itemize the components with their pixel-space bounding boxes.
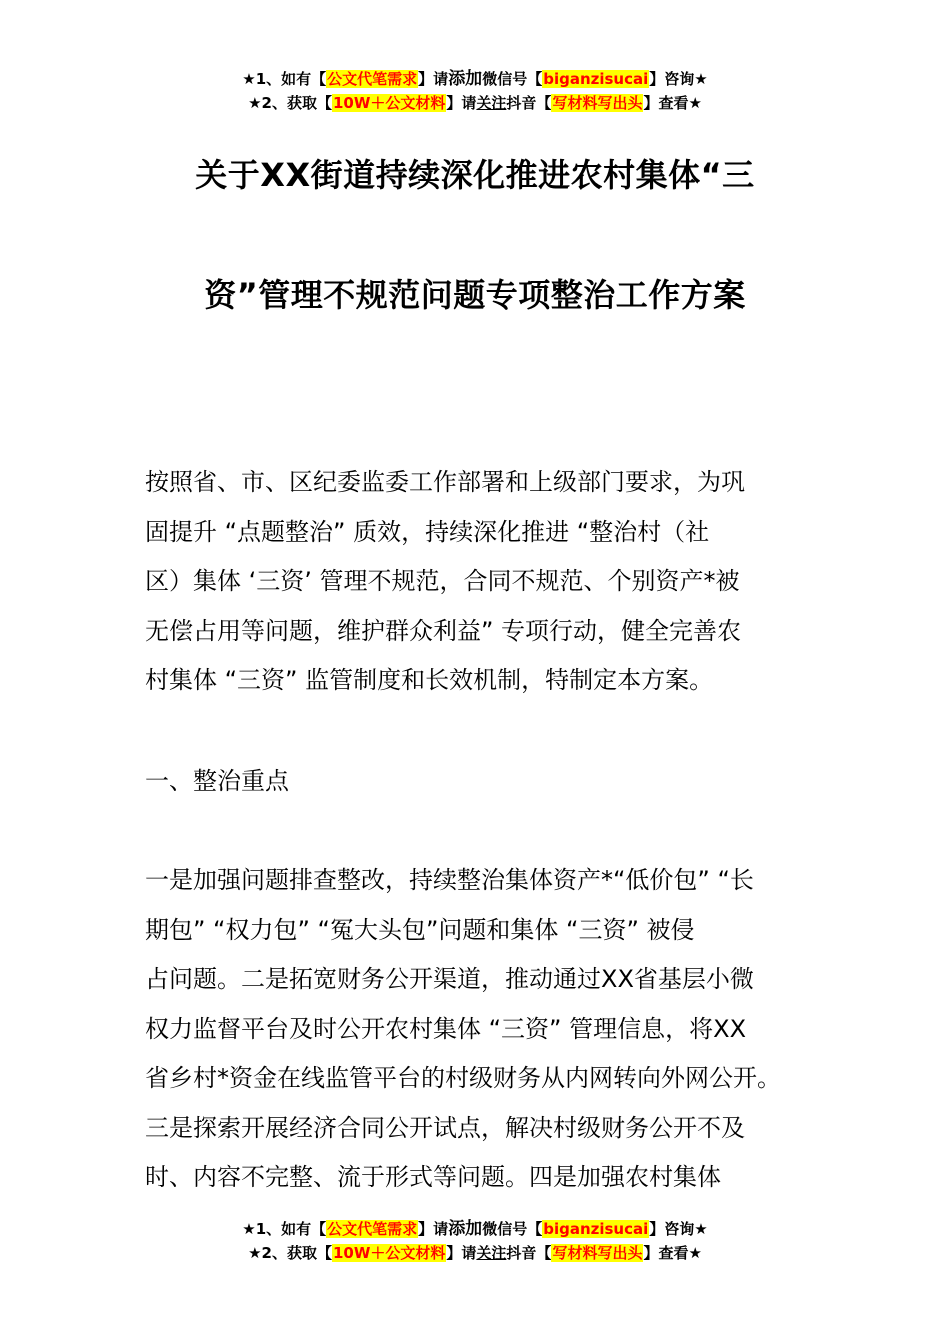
highlight-service: 公文代笔需求	[327, 70, 418, 88]
section-heading: 一、整治重点	[145, 767, 289, 795]
intro-paragraph	[145, 458, 815, 706]
highlight-materials: 10W＋公文材料	[332, 1244, 446, 1262]
banner-line-1: ★1、如有【公文代笔需求】请添加微信号【biganzisucai】咨询★	[242, 1219, 708, 1239]
text-line: 无偿占用等问题，维护群众利益” 专项行动，健全完善农	[145, 616, 742, 645]
banner-line-1: ★1、如有【公文代笔需求】请添加微信号【biganzisucai】咨询★	[242, 69, 708, 89]
text-line: 按照省、市、区纪委监委工作部署和上级部门要求，为巩	[145, 468, 745, 496]
banner-line-2: ★2、获取【10W＋公文材料】请关注抖音【写材料写出头】查看★	[248, 1244, 702, 1262]
text-line: 省乡村*资金在线监管平台的村级财务从内网转向外网公开。	[145, 1064, 781, 1092]
section-paragraph	[145, 856, 815, 1203]
text-line: 期包” “权力包” “冤大头包”问题和集体 “三资” 被侵	[145, 915, 695, 944]
header-banner	[0, 67, 950, 115]
document-title-line-2: 资”管理不规范问题专项整治工作方案	[204, 276, 746, 314]
text-line: 权力监督平台及时公开农村集体 “三资” 管理信息，将XX	[145, 1014, 747, 1043]
text-line: 区）集体 ‘三资’ 管理不规范，合同不规范、个别资产*被	[145, 567, 740, 595]
footer-banner	[0, 1217, 950, 1265]
text-line: 三是探索开展经济合同公开试点，解决村级财务公开不及	[145, 1113, 745, 1142]
text-line: 时、内容不完整、流于形式等问题。四是加强农村集体	[145, 1163, 721, 1191]
highlight-service: 公文代笔需求	[327, 1220, 418, 1238]
highlight-douyin: 写材料写出头	[552, 94, 643, 112]
highlight-douyin: 写材料写出头	[552, 1244, 643, 1262]
highlight-wechat-id: biganzisucai	[543, 1220, 649, 1238]
text-line: 村集体 “三资” 监管制度和长效机制，特制定本方案。	[145, 666, 714, 694]
highlight-materials: 10W＋公文材料	[332, 94, 446, 112]
document-title-line-1: 关于XX街道持续深化推进农村集体“三	[195, 156, 755, 194]
banner-line-2: ★2、获取【10W＋公文材料】请关注抖音【写材料写出头】查看★	[248, 94, 702, 112]
text-line: 固提升 “点题整治” 质效，持续深化推进 “整治村（社	[145, 517, 710, 546]
highlight-wechat-id: biganzisucai	[543, 70, 649, 88]
text-line: 一是加强问题排查整改，持续整治集体资产*“低价包” “长	[145, 866, 754, 894]
text-line: 占问题。二是拓宽财务公开渠道，推动通过XX省基层小微	[145, 965, 754, 993]
